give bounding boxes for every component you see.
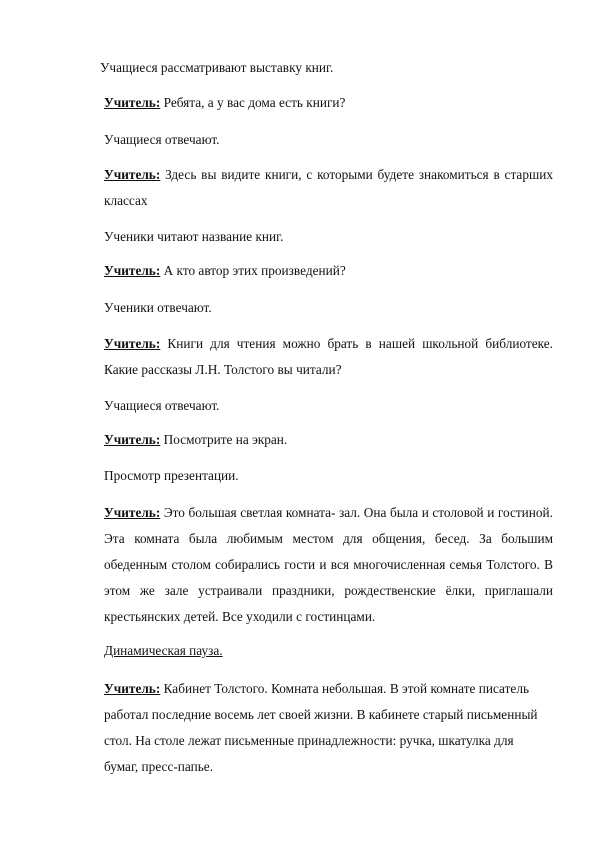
speaker-label: Учитель:	[104, 432, 161, 447]
paragraph-text: Здесь вы видите книги, с которыми будете знакомиться в старших классах	[104, 167, 553, 208]
speaker-label: Учитель:	[104, 167, 161, 182]
speaker-label: Учитель:	[104, 263, 161, 278]
paragraph-text: Учащиеся отвечают.	[104, 132, 220, 147]
paragraph-teacher-screen	[104, 427, 553, 453]
paragraph-text: Кабинет Толстого. Комната небольшая. В этой комнате писатель работал последние восемь лет своей жизни. В кабинете старый письменный стол. На столе лежат письменные принадлежности: ручка, шкатулка для бумаг, пресс-папье.	[104, 681, 538, 774]
paragraph-text: Посмотрите на экран.	[160, 432, 288, 447]
paragraph-text: Учащиеся рассматривают выставку книг.	[100, 60, 334, 75]
paragraph-teacher-author	[104, 258, 553, 284]
paragraph-text: Ребята, а у вас дома есть книги?	[160, 95, 346, 110]
paragraph-text: Учащиеся отвечают.	[104, 398, 220, 413]
paragraph-students-look-at-books	[100, 55, 549, 81]
paragraph-text: Ученики отвечают.	[104, 300, 212, 315]
speaker-label: Учитель:	[104, 336, 161, 351]
paragraph-text: Это большая светлая комната- зал. Она была и столовой и гостиной. Эта комната была любимым местом для общения, бесед. За большим обеденным столом собирались гости и вся многочисленная семья Толстого. В этом же зале устраивали праздники, рождественские ёлки, приглашали крестьянских детей. Все уходили с гостинцами.	[104, 505, 553, 624]
paragraph-teacher-books-at-home	[104, 90, 553, 116]
paragraph-teacher-hall	[104, 500, 553, 630]
paragraph-dynamic-pause	[104, 638, 553, 664]
paragraph-presentation	[104, 463, 553, 489]
paragraph-teacher-library	[104, 331, 553, 383]
paragraph-text: Динамическая пауза.	[104, 643, 223, 658]
speaker-label: Учитель:	[104, 505, 161, 520]
paragraph-teacher-study	[104, 676, 544, 780]
paragraph-pupils-read-titles	[104, 224, 553, 250]
paragraph-students-answer-2	[104, 393, 553, 419]
paragraph-pupils-answer	[104, 295, 553, 321]
paragraph-teacher-senior-books	[104, 162, 553, 214]
speaker-label: Учитель:	[104, 95, 161, 110]
paragraph-students-answer-1	[104, 127, 553, 153]
paragraph-text: А кто автор этих произведений?	[160, 263, 346, 278]
speaker-label: Учитель:	[104, 681, 161, 696]
paragraph-text: Просмотр презентации.	[104, 468, 239, 483]
paragraph-text: Книги для чтения можно брать в нашей школьной библиотеке. Какие рассказы Л.Н. Толстого вы читали?	[104, 336, 553, 377]
paragraph-text: Ученики читают название книг.	[104, 229, 284, 244]
